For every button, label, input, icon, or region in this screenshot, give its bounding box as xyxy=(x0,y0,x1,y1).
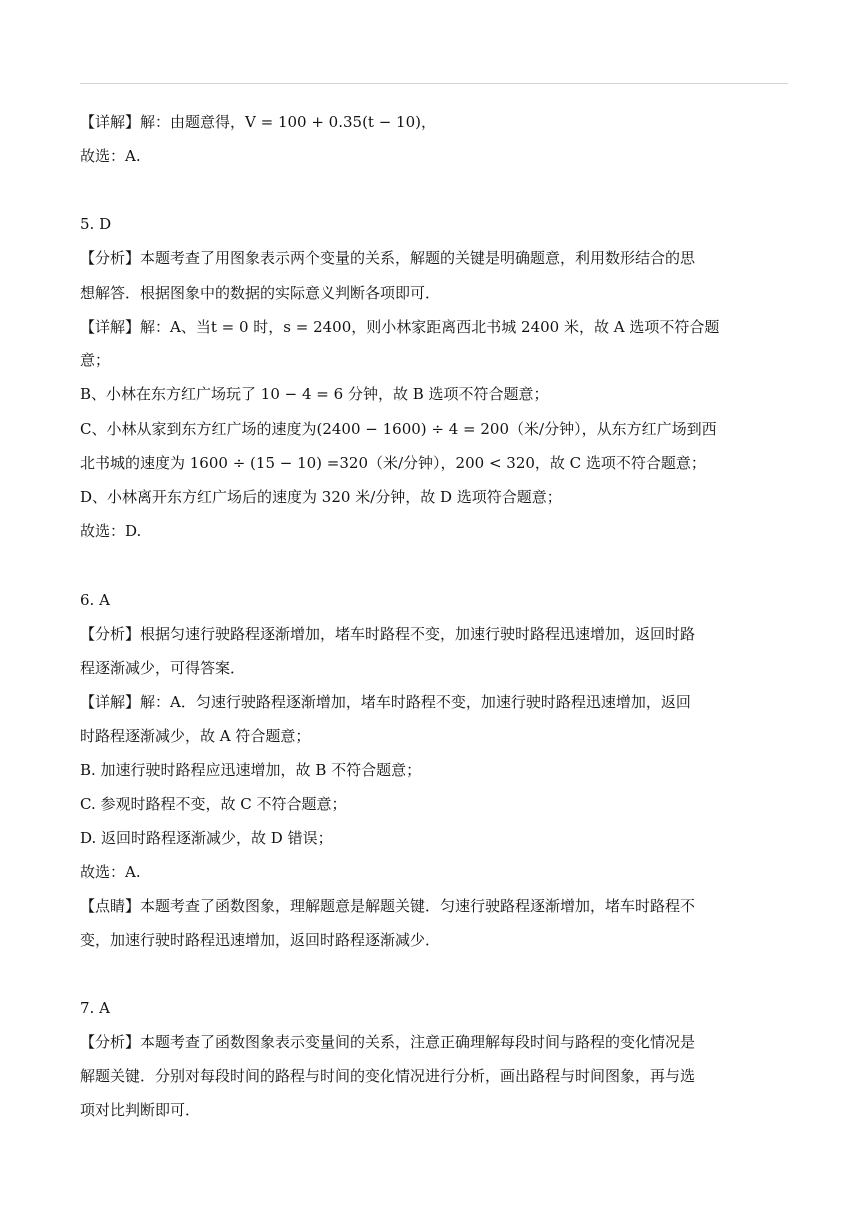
text-line: 【分析】本题考查了函数图象表示变量间的关系，注意正确理解每段时间与路程的变化情况是 xyxy=(80,1033,696,1051)
text-line: C. 参观时路程不变，故 C 不符合题意； xyxy=(80,795,347,813)
text-line: C、小林从家到东方红广场的速度为(2400 − 1600) ÷ 4 = 200（米/分钟），从东方红广场到西 xyxy=(80,420,717,438)
text-line: 【详解】解：A．匀速行驶路程逐渐增加，堵车时路程不变，加速行驶时路程迅速增加，返回 xyxy=(80,693,691,711)
text-line: 想解答．根据图象中的数据的实际意义判断各项即可． xyxy=(80,284,441,302)
text-line: 意； xyxy=(80,351,111,369)
question-number: 6. A xyxy=(80,591,110,609)
text-line: D、小林离开东方红广场后的速度为 320 米/分钟，故 D 选项符合题意； xyxy=(80,488,562,506)
text-line: 故选：D. xyxy=(80,522,142,540)
text-line: 【详解】解：由题意得，V = 100 + 0.35(t − 10)， xyxy=(80,113,436,131)
text-line: 【详解】解：A、当t = 0 时，s = 2400，则小林家距离西北书城 2400 米，故 A 选项不符合题 xyxy=(80,318,720,336)
text-line: 【点睛】本题考查了函数图象，理解题意是解题关键．匀速行驶路程逐渐增加，堵车时路程不 xyxy=(80,897,696,915)
text-line: 程逐渐减少，可得答案． xyxy=(80,659,246,677)
text-line: B、小林在东方红广场玩了 10 − 4 = 6 分钟，故 B 选项不符合题意； xyxy=(80,385,549,403)
text-line: 解题关键．分别对每段时间的路程与时间的变化情况进行分析，画出路程与时间图象，再与选 xyxy=(80,1067,696,1085)
header-divider xyxy=(80,83,788,84)
text-line: 故选：A. xyxy=(80,863,141,881)
text-line: 变，加速行驶时路程迅速增加，返回时路程逐渐减少． xyxy=(80,931,441,949)
question-number: 7. A xyxy=(80,999,110,1017)
text-line: 时路程逐渐减少，故 A 符合题意； xyxy=(80,727,311,745)
text-line: 故选：A. xyxy=(80,147,141,165)
text-line: 北书城的速度为 1600 ÷ (15 − 10) =320（米/分钟），200 < 320，故 C 选项不符合题意； xyxy=(80,454,706,472)
text-line: 【分析】本题考查了用图象表示两个变量的关系，解题的关键是明确题意，利用数形结合的思 xyxy=(80,249,696,267)
text-line: B. 加速行驶时路程应迅速增加，故 B 不符合题意； xyxy=(80,761,422,779)
text-line: 项对比判断即可． xyxy=(80,1101,201,1119)
text-line: D. 返回时路程逐渐减少，故 D 错误； xyxy=(80,829,333,847)
question-number: 5. D xyxy=(80,215,112,233)
text-line: 【分析】根据匀速行驶路程逐渐增加，堵车时路程不变，加速行驶时路程迅速增加，返回时路 xyxy=(80,625,696,643)
